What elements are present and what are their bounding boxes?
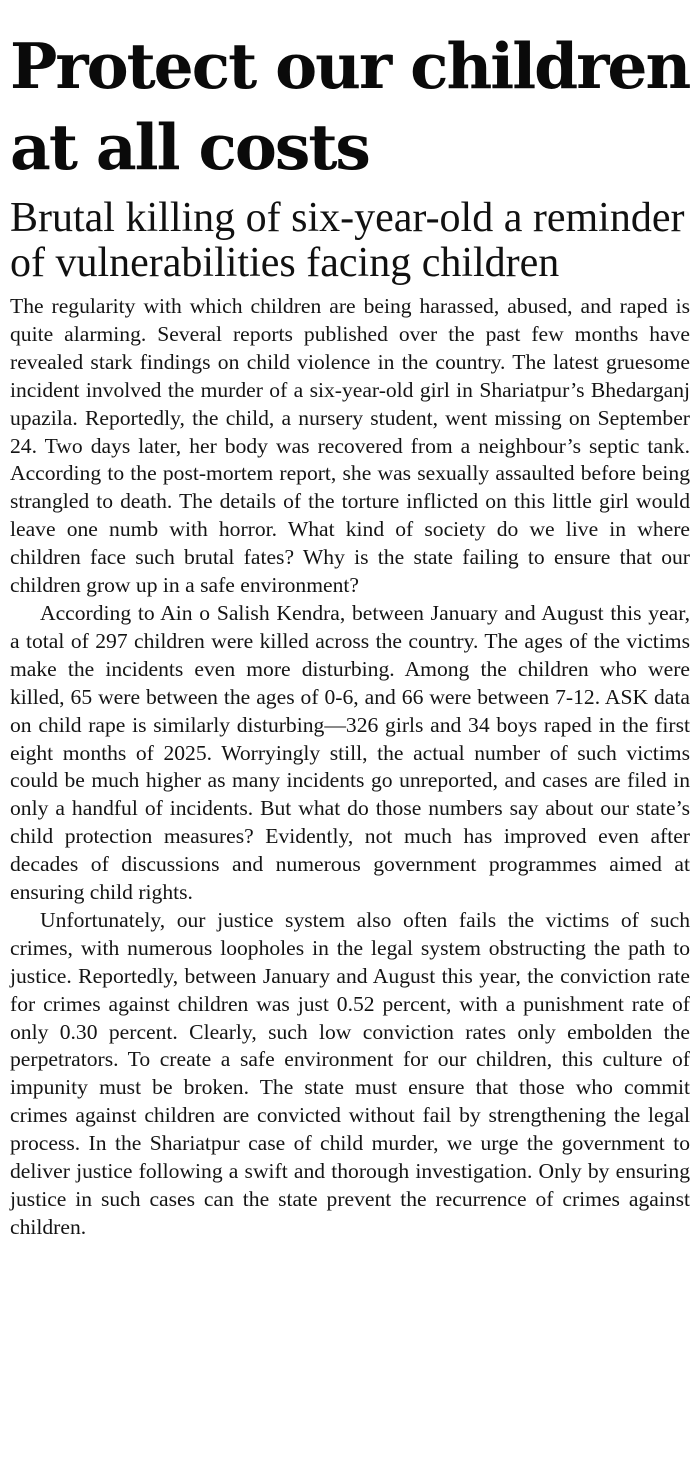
body-paragraph-1: The regularity with which children are being harassed, abused, and raped is quite alarming. Several reports published over the past few months have revealed stark findings on child violence in the country. The latest gruesome incident involved the murder of a six-year-old girl in Shariatpur’s Bhedarganj upazila. Reportedly, the child, a nursery student, went missing on September 24. Two days later, her body was recovered from a neighbour’s septic tank. According to the post-mortem report, she was sexually assaulted before being strangled to death. The details of the torture inflicted on this little girl would leave one numb with horror. What kind of society do we live in where children face such brutal fates? Why is the state failing to ensure that our children grow up in a safe environment? (10, 294, 690, 598)
article-body (10, 293, 690, 1242)
body-paragraph-2: According to Ain o Salish Kendra, between January and August this year, a total of 297 children were killed across the country. The ages of the victims make the incidents even more disturbing. Among the children who were killed, 65 were between the ages of 0-6, and 66 were between 7-12. ASK data on child rape is similarly disturbing—326 girls and 34 boys raped in the first eight months of 2025. Worryingly still, the actual number of such victims could be much higher as many incidents go unreported, and cases are filed in only a handful of incidents. But what do those numbers say about our state’s child protection measures? Evidently, not much has improved even after decades of discussions and numerous government programmes aimed at ensuring child rights. (10, 600, 690, 905)
subheadline: Brutal killing of six-year-old a reminder of vulnerabilities facing children (10, 195, 685, 286)
body-paragraph-3: Unfortunately, our justice system also often fails the victims of such crimes, with numerous loopholes in the legal system obstructing the path to justice. Reportedly, between January and August this year, the conviction rate for crimes against children was just 0.52 percent, with a punishment rate of only 0.30 percent. Clearly, such low conviction rates only embolden the perpetrators. To create a safe environment for our children, this culture of impunity must be broken. The state must ensure that those who commit crimes against children are convicted without fail by strengthening the legal process. In the Shariatpur case of child murder, we urge the government to deliver justice following a swift and thorough investigation. Only by ensuring justice in such cases can the state prevent the recurrence of crimes against children. (10, 907, 690, 1239)
headline: Protect our children at all costs (10, 29, 690, 184)
editorial-article (10, 0, 690, 1242)
